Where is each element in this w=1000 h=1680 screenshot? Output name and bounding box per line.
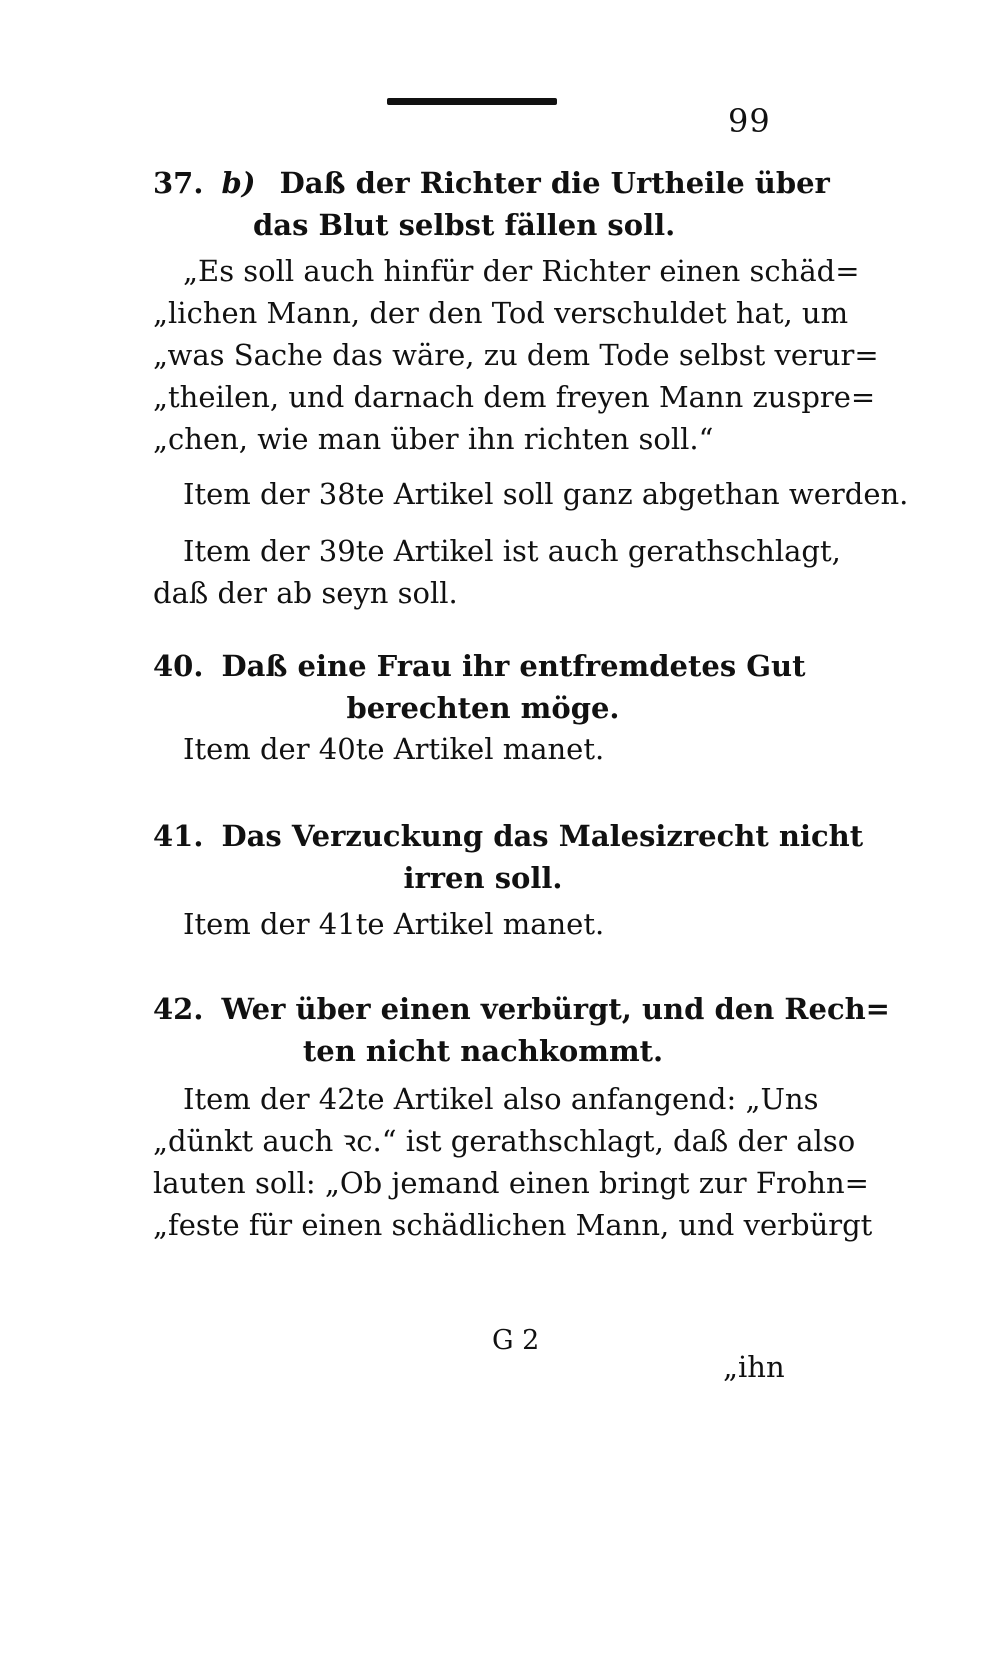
paragraph-line: Item der 38te Artikel soll ganz abgethan werden. <box>183 477 909 511</box>
page-number: 99 <box>728 102 771 140</box>
paragraph-40 <box>153 728 813 770</box>
header-rule <box>387 98 557 105</box>
heading-line: Wer über einen verbürgt, und den Rech= <box>221 992 890 1026</box>
section-number: 42. <box>153 992 204 1026</box>
paragraph-line: Item der 41te Artikel manet. <box>183 907 605 941</box>
paragraph-41 <box>153 903 813 945</box>
quote-line: „was Sache das wäre, zu dem Tode selbst verur= <box>153 338 879 372</box>
paragraph-42 <box>153 1078 873 1246</box>
section-number: 41. <box>153 819 204 853</box>
section-number: 40. <box>153 649 204 683</box>
heading-line: das Blut selbst fällen soll. <box>253 208 676 242</box>
heading-line: Das Verzuckung das Malesizrecht nicht <box>221 819 864 853</box>
paragraph-line: lauten soll: „Ob jemand einen bringt zur Frohn= <box>153 1166 869 1200</box>
heading-line: Daß der Richter die Urtheile über <box>279 166 830 200</box>
quote-line: „theilen, und darnach dem freyen Mann zuspre= <box>153 380 876 414</box>
heading-line: Daß eine Frau ihr entfremdetes Gut <box>221 649 806 683</box>
quote-line: „lichen Mann, der den Tod verschuldet hat, um <box>153 296 849 330</box>
paragraph-38 <box>153 473 909 515</box>
heading-line: irren soll. <box>403 861 563 895</box>
heading-line: ten nicht nachkommt. <box>302 1034 664 1068</box>
section-number: 37. <box>153 166 204 200</box>
section-37-heading <box>153 162 830 246</box>
section-40-heading <box>153 645 813 729</box>
quote-line: „Es soll auch hinfür der Richter einen schäd= <box>183 254 860 288</box>
section-41-heading <box>153 815 864 899</box>
paragraph-line: Item der 39te Artikel ist auch gerathschlagt, <box>183 534 841 568</box>
paragraph-line: Item der 40te Artikel manet. <box>183 732 605 766</box>
section-marker: b) <box>221 166 256 200</box>
paragraph-line: daß der ab seyn soll. <box>153 576 458 610</box>
signature-mark: G 2 <box>492 1325 540 1356</box>
quote-block <box>153 250 879 460</box>
paragraph-line: „feste für einen schädlichen Mann, und verbürgt <box>153 1208 873 1242</box>
paragraph-line: Item der 42te Artikel also anfangend: „Uns <box>183 1082 819 1116</box>
quote-line: „chen, wie man über ihn richten soll.“ <box>153 422 714 456</box>
catchword: „ihn <box>723 1350 785 1384</box>
section-42-heading <box>153 988 890 1072</box>
paragraph-line: „dünkt auch ꝛc.“ ist gerathschlagt, daß der also <box>153 1124 856 1158</box>
heading-line: berechten möge. <box>346 691 620 725</box>
paragraph-39 <box>153 530 841 614</box>
